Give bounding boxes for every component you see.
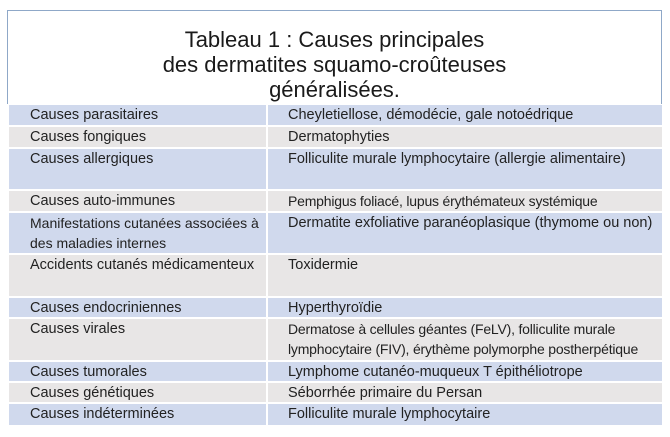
cause-cell: Causes parasitaires — [9, 105, 268, 125]
table-title-line-1: Tableau 1 : Causes principales — [184, 27, 485, 52]
examples-cell: Dermatophyties — [288, 129, 390, 145]
table-title-line-2: des dermatites squamo-croûteuses — [162, 52, 507, 77]
examples-cell: Dermatite exfoliative paranéoplasique (thymome ou non) — [288, 215, 653, 231]
table-row — [9, 404, 662, 425]
cause-cell: Causes auto-immunes — [9, 191, 268, 211]
cause-cell: Causes virales — [9, 319, 268, 360]
examples-cell: Folliculite murale lymphocytaire (allergie alimentaire) — [288, 151, 626, 167]
cause-cell: Manifestations cutanées associées à des maladies internes — [9, 213, 268, 253]
cause-cell: Causes allergiques — [9, 149, 268, 189]
cause-cell: Accidents cutanés médicamenteux — [9, 255, 268, 296]
table-row — [9, 362, 662, 383]
cause-cell: Causes fongiques — [9, 127, 268, 147]
cause-cell: Causes endocriniennes — [9, 298, 268, 317]
table-row — [9, 191, 662, 213]
causes-table — [9, 105, 662, 425]
examples-cell: Folliculite murale lymphocytaire — [288, 406, 491, 422]
table-row — [9, 127, 662, 149]
table-row — [9, 213, 662, 255]
examples-cell: Lymphome cutanéo-muqueux T épithéliotrope — [288, 364, 583, 380]
table-row — [9, 105, 662, 127]
table-row — [9, 319, 662, 362]
examples-cell: Hyperthyroïdie — [288, 300, 383, 316]
table-row — [9, 255, 662, 298]
cause-cell: Causes tumorales — [9, 362, 268, 381]
cause-cell: Causes indéterminées — [9, 404, 268, 425]
table-title-box — [7, 10, 662, 104]
table-row — [9, 298, 662, 319]
examples-cell: Dermatose à cellules géantes (FeLV), folliculite murale lymphocytaire (FIV), érythème polymorphe postherpétique — [288, 321, 639, 357]
examples-cell: Toxidermie — [288, 257, 359, 273]
examples-cell: Pemphigus foliacé, lupus érythémateux systémique — [288, 193, 598, 209]
table-row — [9, 149, 662, 191]
cause-cell: Causes génétiques — [9, 383, 268, 402]
examples-cell: Cheyletiellose, démodécie, gale notoédrique — [288, 107, 574, 123]
table-title-line-3: généralisées. — [269, 77, 400, 102]
table-row — [9, 383, 662, 404]
examples-cell: Séborrhée primaire du Persan — [288, 385, 483, 401]
